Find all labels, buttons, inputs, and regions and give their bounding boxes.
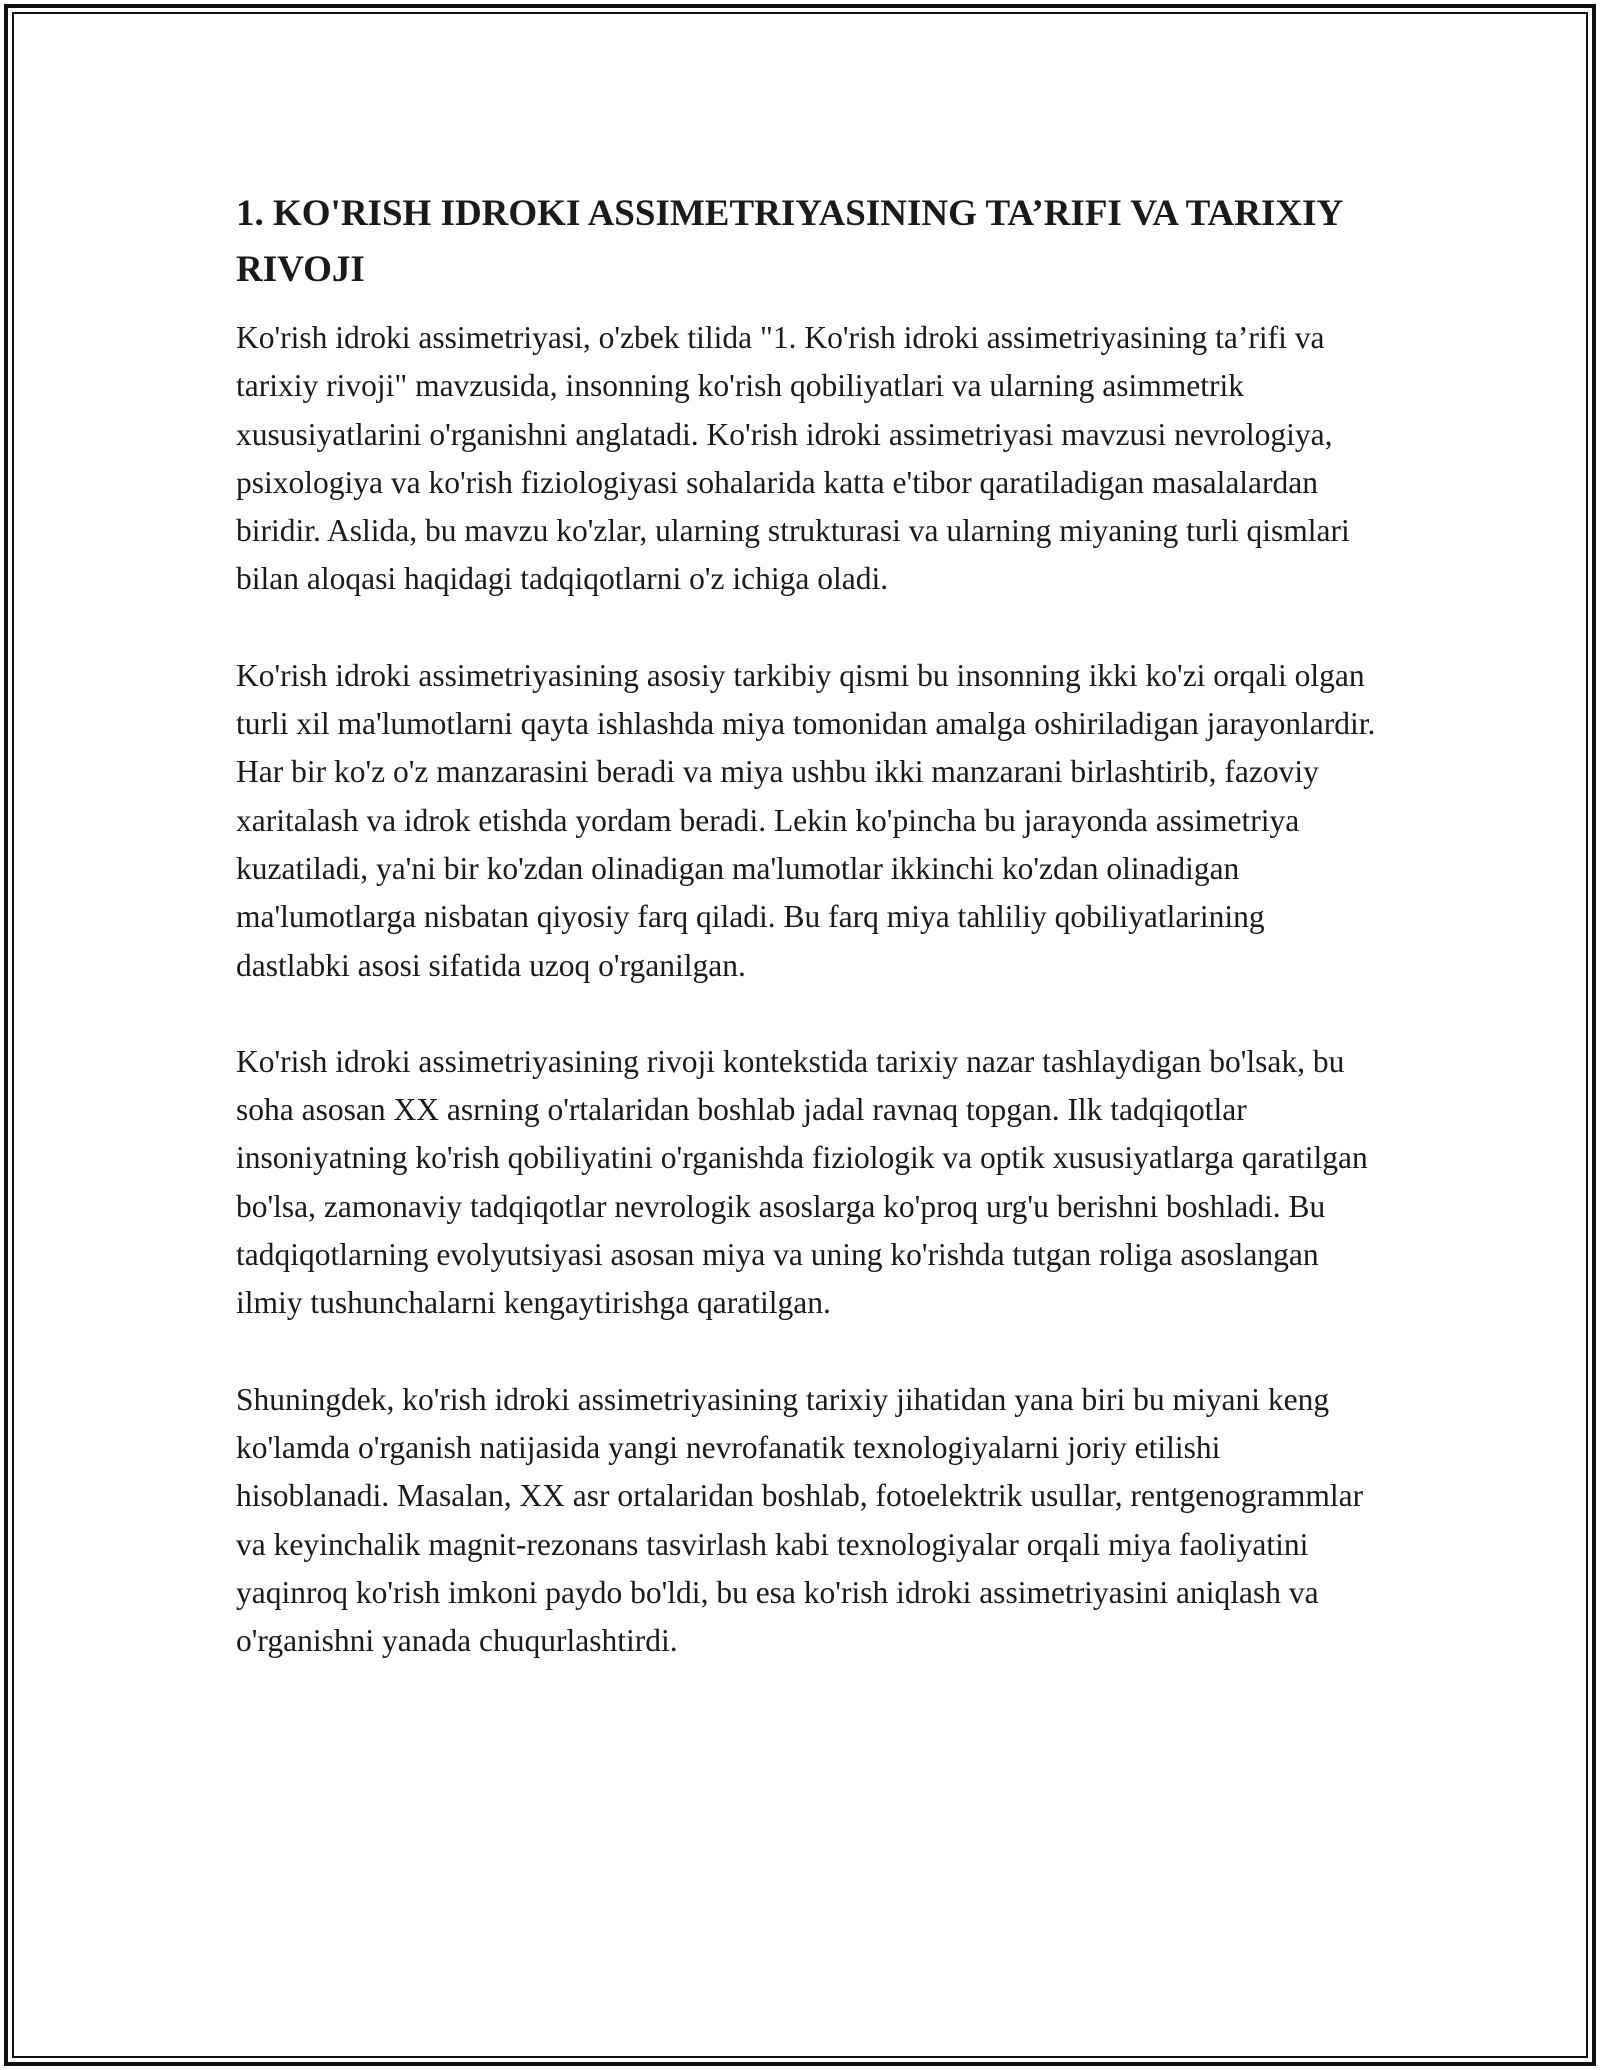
paragraph-1: Ko'rish idroki assimetriyasi, o'zbek tilida "1. Ko'rish idroki assimetriyasining ta’rifi va tarixiy rivoji" mavzusida, insonning ko'rish qobiliyatlari va ularning asimmetrik xususiyatlarini o'rganishni anglatadi. Ko'rish idroki assimetriyasi mavzusi nevrologiya, psixologiya va ko'rish fiziologiyasi sohalarida katta e'tibor qaratiladigan masalalardan biridir. Aslida, bu mavzu ko'zlar, ularning strukturasi va ularning miyaning turli qismlari bilan aloqasi haqidagi tadqiqotlarni o'z ichiga oladi. [236, 320, 1350, 597]
paragraph-2: Ko'rish idroki assimetriyasining asosiy tarkibiy qismi bu insonning ikki ko'zi orqali olgan turli xil ma'lumotlarni qayta ishlashda miya tomonidan amalga oshiriladigan jarayonlardir. Har bir ko'z o'z manzarasini beradi va miya ushbu ikki manzarani birlashtirib, fazoviy xaritalash va idrok etishda yordam beradi. Lekin ko'pincha bu jarayonda assimetriya kuzatiladi, ya'ni bir ko'zdan olinadigan ma'lumotlar ikkinchi ko'zdan olinadigan ma'lumotlarga nisbatan qiyosiy farq qiladi. Bu farq miya tahliliy qobiliyatlarining dastlabki asosi sifatida uzoq o'rganilgan. [236, 657, 1376, 983]
paragraph-3: Ko'rish idroki assimetriyasining rivoji kontekstida tarixiy nazar tashlaydigan bo'lsak, bu soha asosan XX asrning o'rtalaridan boshlab jadal ravnaq topgan. Ilk tadqiqotlar insoniyatning ko'rish qobiliyatini o'rganishda fiziologik va optik xususiyatlarga qaratilgan bo'lsa, zamonaviy tadqiqotlar nevrologik asoslarga ko'proq urg'u berishni boshladi. Bu tadqiqotlarning evolyutsiyasi asosan miya va uning ko'rishda tutgan roliga asoslangan ilmiy tushunchalarni kengaytirishga qaratilgan. [236, 1043, 1368, 1321]
paragraph-4: Shuningdek, ko'rish idroki assimetriyasining tarixiy jihatidan yana biri bu miyani keng ko'lamda o'rganish natijasida yangi nevrofanatik texnologiyalarni joriy etilishi hisoblanadi. Masalan, XX asr ortalaridan boshlab, fotoelektrik usullar, rentgenogrammlar va keyinchalik magnit-rezonans tasvirlash kabi texnologiyalar orqali miya faoliyatini yaqinroq ko'rish imkoni paydo bo'ldi, bu esa ko'rish idroki assimetriyasini aniqlash va o'rganishni yanada chuqurlashtirdi. [236, 1381, 1364, 1659]
document-body [236, 186, 1376, 1713]
page-title: 1. KO'RISH IDROKI ASSIMETRIYASINING TA’RIFI VA TARIXIY RIVOJI [236, 193, 1342, 290]
